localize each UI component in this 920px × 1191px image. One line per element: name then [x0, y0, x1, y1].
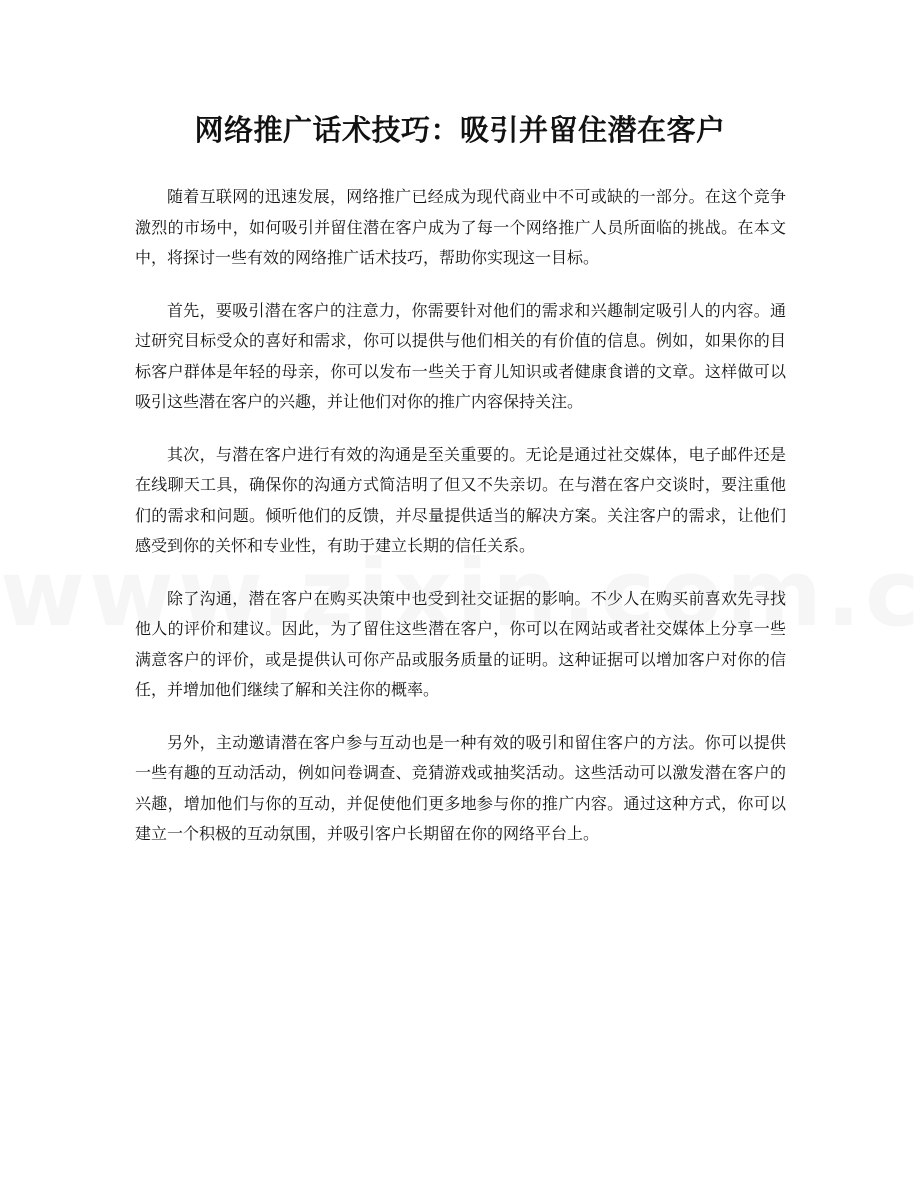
paragraph-4: 除了沟通，潜在客户在购买决策中也受到社交证据的影响。不少人在购买前喜欢先寻找他人的评价和建议。因此，为了留住这些潜在客户，你可以在网站或者社交媒体上分享一些满意客户的评价，或是提供认可你产品或服务质量的证明。这种证据可以增加客户对你的信任，并增加他们继续了解和关注你的概率。	[135, 588, 786, 699]
paragraph-3: 其次，与潜在客户进行有效的沟通是至关重要的。无论是通过社交媒体，电子邮件还是在线聊天工具，确保你的沟通方式简洁明了但又不失亲切。在与潜在客户交谈时，要注重他们的需求和问题。倾听他们的反馈，并尽量提供适当的解决方案。关注客户的需求，让他们感受到你的关怀和专业性，有助于建立长期的信任关系。	[135, 444, 786, 555]
paragraph-2: 首先，要吸引潜在客户的注意力，你需要针对他们的需求和兴趣制定吸引人的内容。通过研究目标受众的喜好和需求，你可以提供与他们相关的有价值的信息。例如，如果你的目标客户群体是年轻的母亲，你可以发布一些关于育儿知识或者健康食谱的文章。这样做可以吸引这些潜在客户的兴趣，并让他们对你的推广内容保持关注。	[135, 300, 786, 411]
paragraph-1: 随着互联网的迅速发展，网络推广已经成为现代商业中不可或缺的一部分。在这个竞争激烈的市场中，如何吸引并留住潜在客户成为了每一个网络推广人员所面临的挑战。在本文中，将探讨一些有效的网络推广话术技巧，帮助你实现这一目标。	[135, 187, 786, 267]
paragraph-5: 另外，主动邀请潜在客户参与互动也是一种有效的吸引和留住客户的方法。你可以提供一些有趣的互动活动，例如问卷调查、竞猜游戏或抽奖活动。这些活动可以激发潜在客户的兴趣，增加他们与你的互动，并促使他们更多地参与你的推广内容。通过这种方式，你可以建立一个积极的互动氛围，并吸引客户长期留在你的网络平台上。	[135, 732, 786, 843]
document-title: 网络推广话术技巧：吸引并留住潜在客户	[194, 113, 726, 147]
document-body	[135, 182, 786, 872]
